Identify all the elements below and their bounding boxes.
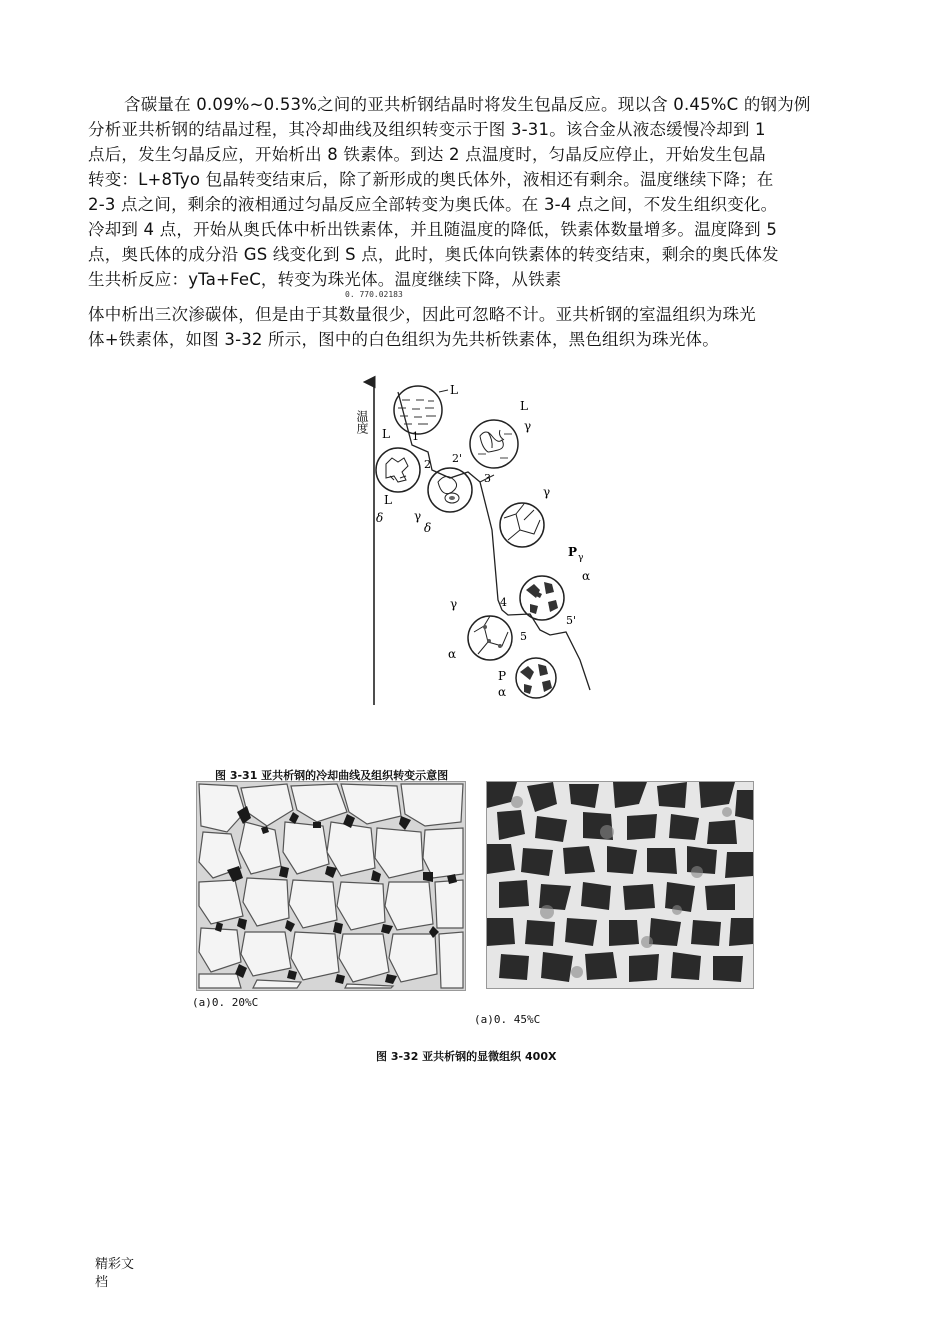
label-gamma: γ [524, 419, 532, 433]
label-gamma-2: γ [414, 509, 422, 523]
label-delta: δ [376, 511, 384, 525]
footer-watermark [95, 1256, 134, 1292]
paragraph-line: 冷却到 4 点，开始从奥氏体中析出铁素体，并且随温度的降低，铁素体数量增多。温度降到 5 [88, 220, 778, 239]
label-L-3: L [382, 427, 390, 441]
paragraph-line: 生共析反应：yTa+FeC，转变为珠光体。温度继续下降，从铁素 [88, 270, 562, 289]
paragraph-line: 点后，发生匀晶反应，开始析出 8 铁素体。到达 2 点温度时，匀晶反应停止，开始发生包晶 [88, 145, 766, 164]
paragraph-line: 含碳量在 0.09%~0.53%之间的亚共析钢结晶时将发生包晶反应。现以含 0.45%C 的钢为例 [124, 95, 811, 114]
paragraph-line: 体中析出三次渗碳体，但是由于其数量很少，因此可忽略不计。亚共析钢的室温组织为珠光 [88, 305, 756, 324]
label-P-2: P [498, 669, 507, 683]
paragraph-line: 转变：L+8Tyo 包晶转变结束后，除了新形成的奥氏体外，液相还有剩余。温度继续下降；在 [88, 170, 774, 189]
microstructure-austenite-circle [500, 503, 544, 547]
footer-line: 精彩文 [95, 1257, 135, 1272]
label-gamma-3: γ [543, 485, 551, 499]
paragraph-line: 分析亚共析钢的结晶过程，其冷却曲线及组织转变示于图 3-31。该合金从液态缓慢冷却到 1 [88, 120, 766, 139]
micrograph-0-20C [196, 781, 466, 991]
label-P: P [568, 545, 578, 559]
axis-label-temperature: 温度 [355, 410, 369, 434]
label-delta-2: δ [424, 521, 432, 535]
cooling-curve-diagram [340, 370, 610, 710]
microstructure-pearlite-alpha-circle [516, 658, 556, 698]
label-L-4: L [384, 493, 392, 507]
label-point-5-prime: 5' [566, 614, 577, 627]
label-point-4: 4 [500, 596, 507, 609]
paragraph-line: 2-3 点之间，剩余的液相通过匀晶反应全部转变为奥氏体。在 3-4 点之间，不发生组织变化。 [88, 195, 778, 214]
label-L-2: L [520, 399, 528, 413]
label-point-2-prime: 2' [452, 452, 463, 465]
label-point-3: 3 [484, 472, 491, 485]
figure-caption-3-32: 图 3-32 亚共析钢的显微组织 400X [376, 1050, 557, 1063]
label-gamma-4: γ [450, 597, 458, 611]
label-point-5: 5 [520, 630, 527, 643]
label-point-1: 1 [412, 430, 419, 443]
microstructure-liquid-gamma-circle [470, 420, 518, 468]
microstructure-gamma-delta-circle [428, 468, 472, 512]
paragraph-line: 体+铁素体，如图 3-32 所示，图中的白色组织为先共析铁素体，黑色组织为珠光体。 [88, 330, 719, 349]
body-paragraph-2 [88, 302, 868, 352]
microstructure-pearlite-gamma-circle [520, 576, 564, 620]
small-note: 0. 770.02183 [345, 290, 403, 299]
microstructure-liquid-delta-circle [376, 448, 420, 492]
label-P-gamma-sub: γ [578, 553, 584, 563]
paragraph-line: 点，奥氏体的成分沿 GS 线变化到 S 点，此时，奥氏体向铁素体的转变结束，剩余的奥氏体发 [88, 245, 779, 264]
cooling-curve [398, 392, 590, 690]
label-alpha-3: α [498, 685, 507, 699]
body-paragraph-1 [88, 92, 868, 292]
micrograph-0-45C [486, 781, 754, 989]
label-point-2: 2 [424, 458, 431, 471]
micrograph-right-label: (a)0. 45%C [474, 1013, 541, 1026]
footer-line: 档 [95, 1275, 109, 1290]
figure-caption-3-31: 图 3-31 亚共析钢的冷却曲线及组织转变示意图 [215, 769, 449, 782]
label-alpha-2: α [448, 647, 457, 661]
label-alpha: α [582, 569, 591, 583]
micrograph-left-label: (a)0. 20%C [192, 996, 259, 1009]
microstructure-gamma-alpha-circle [468, 616, 512, 660]
microstructure-liquid-circle [394, 386, 442, 434]
label-L: L [450, 383, 458, 397]
